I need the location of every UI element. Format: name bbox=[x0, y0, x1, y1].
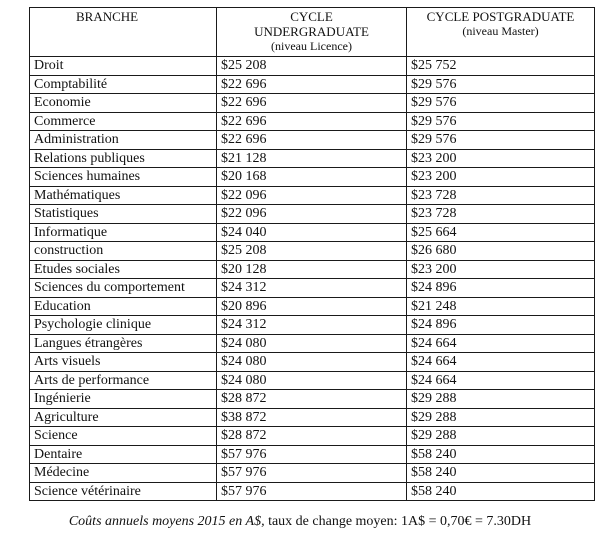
cell-undergraduate-cost: $21 128 bbox=[217, 149, 407, 168]
cell-postgraduate-cost: $29 288 bbox=[407, 390, 595, 409]
caption-italic-text: Coûts annuels moyens 2015 en A$, bbox=[68, 514, 265, 529]
table-row bbox=[30, 371, 595, 390]
cell-undergraduate-cost: $22 696 bbox=[217, 112, 407, 131]
table-row bbox=[30, 279, 595, 298]
cell-postgraduate-cost: $26 680 bbox=[407, 242, 595, 261]
cell-postgraduate-cost: $24 896 bbox=[407, 279, 595, 298]
cell-branch: Droit bbox=[30, 57, 217, 76]
cell-postgraduate-cost: $58 240 bbox=[407, 482, 595, 501]
table-row bbox=[30, 390, 595, 409]
table-row bbox=[30, 149, 595, 168]
cell-undergraduate-cost: $20 168 bbox=[217, 168, 407, 187]
cell-undergraduate-cost: $57 976 bbox=[217, 445, 407, 464]
table-row bbox=[30, 205, 595, 224]
table-row bbox=[30, 186, 595, 205]
cell-postgraduate-cost: $29 288 bbox=[407, 427, 595, 446]
table-row bbox=[30, 482, 595, 501]
table-row bbox=[30, 353, 595, 372]
cell-postgraduate-cost: $23 728 bbox=[407, 186, 595, 205]
table-row bbox=[30, 168, 595, 187]
header-undergraduate-line1: CYCLE bbox=[290, 9, 333, 24]
cell-postgraduate-cost: $24 664 bbox=[407, 371, 595, 390]
table-row bbox=[30, 334, 595, 353]
cell-branch: Sciences du comportement bbox=[30, 279, 217, 298]
table-header-row bbox=[30, 8, 595, 57]
cell-branch: Langues étrangères bbox=[30, 334, 217, 353]
cell-branch: Arts visuels bbox=[30, 353, 217, 372]
cell-postgraduate-cost: $58 240 bbox=[407, 445, 595, 464]
cell-postgraduate-cost: $21 248 bbox=[407, 297, 595, 316]
cell-undergraduate-cost: $24 080 bbox=[217, 334, 407, 353]
cell-branch: Science bbox=[30, 427, 217, 446]
cell-branch: Commerce bbox=[30, 112, 217, 131]
cell-postgraduate-cost: $29 576 bbox=[407, 131, 595, 150]
cell-branch: Comptabilité bbox=[30, 75, 217, 94]
cell-undergraduate-cost: $25 208 bbox=[217, 242, 407, 261]
cell-postgraduate-cost: $29 576 bbox=[407, 94, 595, 113]
cell-undergraduate-cost: $28 872 bbox=[217, 427, 407, 446]
header-undergraduate-subtitle: (niveau Licence) bbox=[271, 39, 352, 53]
table-row bbox=[30, 427, 595, 446]
table-caption bbox=[0, 513, 600, 530]
cell-branch: Statistiques bbox=[30, 205, 217, 224]
cell-undergraduate-cost: $22 696 bbox=[217, 94, 407, 113]
cell-branch: Psychologie clinique bbox=[30, 316, 217, 335]
cell-postgraduate-cost: $29 288 bbox=[407, 408, 595, 427]
cell-postgraduate-cost: $25 664 bbox=[407, 223, 595, 242]
cell-undergraduate-cost: $22 696 bbox=[217, 131, 407, 150]
cell-postgraduate-cost: $23 200 bbox=[407, 168, 595, 187]
header-postgraduate-subtitle: (niveau Master) bbox=[462, 24, 539, 38]
header-postgraduate-line1: CYCLE POSTGRADUATE bbox=[426, 9, 575, 24]
cell-branch: Science vétérinaire bbox=[30, 482, 217, 501]
cell-undergraduate-cost: $25 208 bbox=[217, 57, 407, 76]
table-row bbox=[30, 57, 595, 76]
table-row bbox=[30, 131, 595, 150]
table-body bbox=[30, 57, 595, 501]
tuition-fees-table bbox=[29, 7, 595, 501]
cell-branch: Mathématiques bbox=[30, 186, 217, 205]
cell-branch: Education bbox=[30, 297, 217, 316]
header-branch: BRANCHE bbox=[30, 8, 217, 57]
cell-postgraduate-cost: $58 240 bbox=[407, 464, 595, 483]
cell-branch: Médecine bbox=[30, 464, 217, 483]
cell-postgraduate-cost: $23 200 bbox=[407, 149, 595, 168]
cell-undergraduate-cost: $24 040 bbox=[217, 223, 407, 242]
table-row bbox=[30, 316, 595, 335]
table-row bbox=[30, 112, 595, 131]
table-row bbox=[30, 223, 595, 242]
cell-undergraduate-cost: $57 976 bbox=[217, 464, 407, 483]
header-undergraduate bbox=[217, 8, 407, 57]
table-row bbox=[30, 75, 595, 94]
cell-undergraduate-cost: $22 096 bbox=[217, 205, 407, 224]
cell-branch: Dentaire bbox=[30, 445, 217, 464]
table-row bbox=[30, 297, 595, 316]
table-row bbox=[30, 408, 595, 427]
cell-postgraduate-cost: $23 200 bbox=[407, 260, 595, 279]
caption-exchange-rate-text: taux de change moyen: 1A$ = 0,70€ = 7.30DH bbox=[264, 514, 532, 529]
cell-undergraduate-cost: $22 096 bbox=[217, 186, 407, 205]
cell-branch: Administration bbox=[30, 131, 217, 150]
cell-postgraduate-cost: $29 576 bbox=[407, 112, 595, 131]
cell-postgraduate-cost: $24 664 bbox=[407, 353, 595, 372]
cell-postgraduate-cost: $25 752 bbox=[407, 57, 595, 76]
cell-undergraduate-cost: $22 696 bbox=[217, 75, 407, 94]
table-row bbox=[30, 464, 595, 483]
table-row bbox=[30, 260, 595, 279]
cell-branch: Sciences humaines bbox=[30, 168, 217, 187]
cell-postgraduate-cost: $24 896 bbox=[407, 316, 595, 335]
table-row bbox=[30, 94, 595, 113]
cell-branch: Etudes sociales bbox=[30, 260, 217, 279]
cell-undergraduate-cost: $24 080 bbox=[217, 371, 407, 390]
cell-branch: Relations publiques bbox=[30, 149, 217, 168]
cell-postgraduate-cost: $23 728 bbox=[407, 205, 595, 224]
cell-undergraduate-cost: $20 128 bbox=[217, 260, 407, 279]
cell-undergraduate-cost: $28 872 bbox=[217, 390, 407, 409]
cell-undergraduate-cost: $24 312 bbox=[217, 279, 407, 298]
header-postgraduate bbox=[407, 8, 595, 57]
cell-undergraduate-cost: $57 976 bbox=[217, 482, 407, 501]
header-undergraduate-line2: UNDERGRADUATE bbox=[254, 24, 369, 39]
cell-undergraduate-cost: $24 312 bbox=[217, 316, 407, 335]
cell-branch: Agriculture bbox=[30, 408, 217, 427]
cell-branch: Informatique bbox=[30, 223, 217, 242]
cell-postgraduate-cost: $24 664 bbox=[407, 334, 595, 353]
cell-undergraduate-cost: $38 872 bbox=[217, 408, 407, 427]
cell-branch: Economie bbox=[30, 94, 217, 113]
cell-branch: Arts de performance bbox=[30, 371, 217, 390]
cell-undergraduate-cost: $20 896 bbox=[217, 297, 407, 316]
cell-postgraduate-cost: $29 576 bbox=[407, 75, 595, 94]
table-row bbox=[30, 242, 595, 261]
cell-branch: Ingénierie bbox=[30, 390, 217, 409]
cell-undergraduate-cost: $24 080 bbox=[217, 353, 407, 372]
table-row bbox=[30, 445, 595, 464]
cell-branch: construction bbox=[30, 242, 217, 261]
